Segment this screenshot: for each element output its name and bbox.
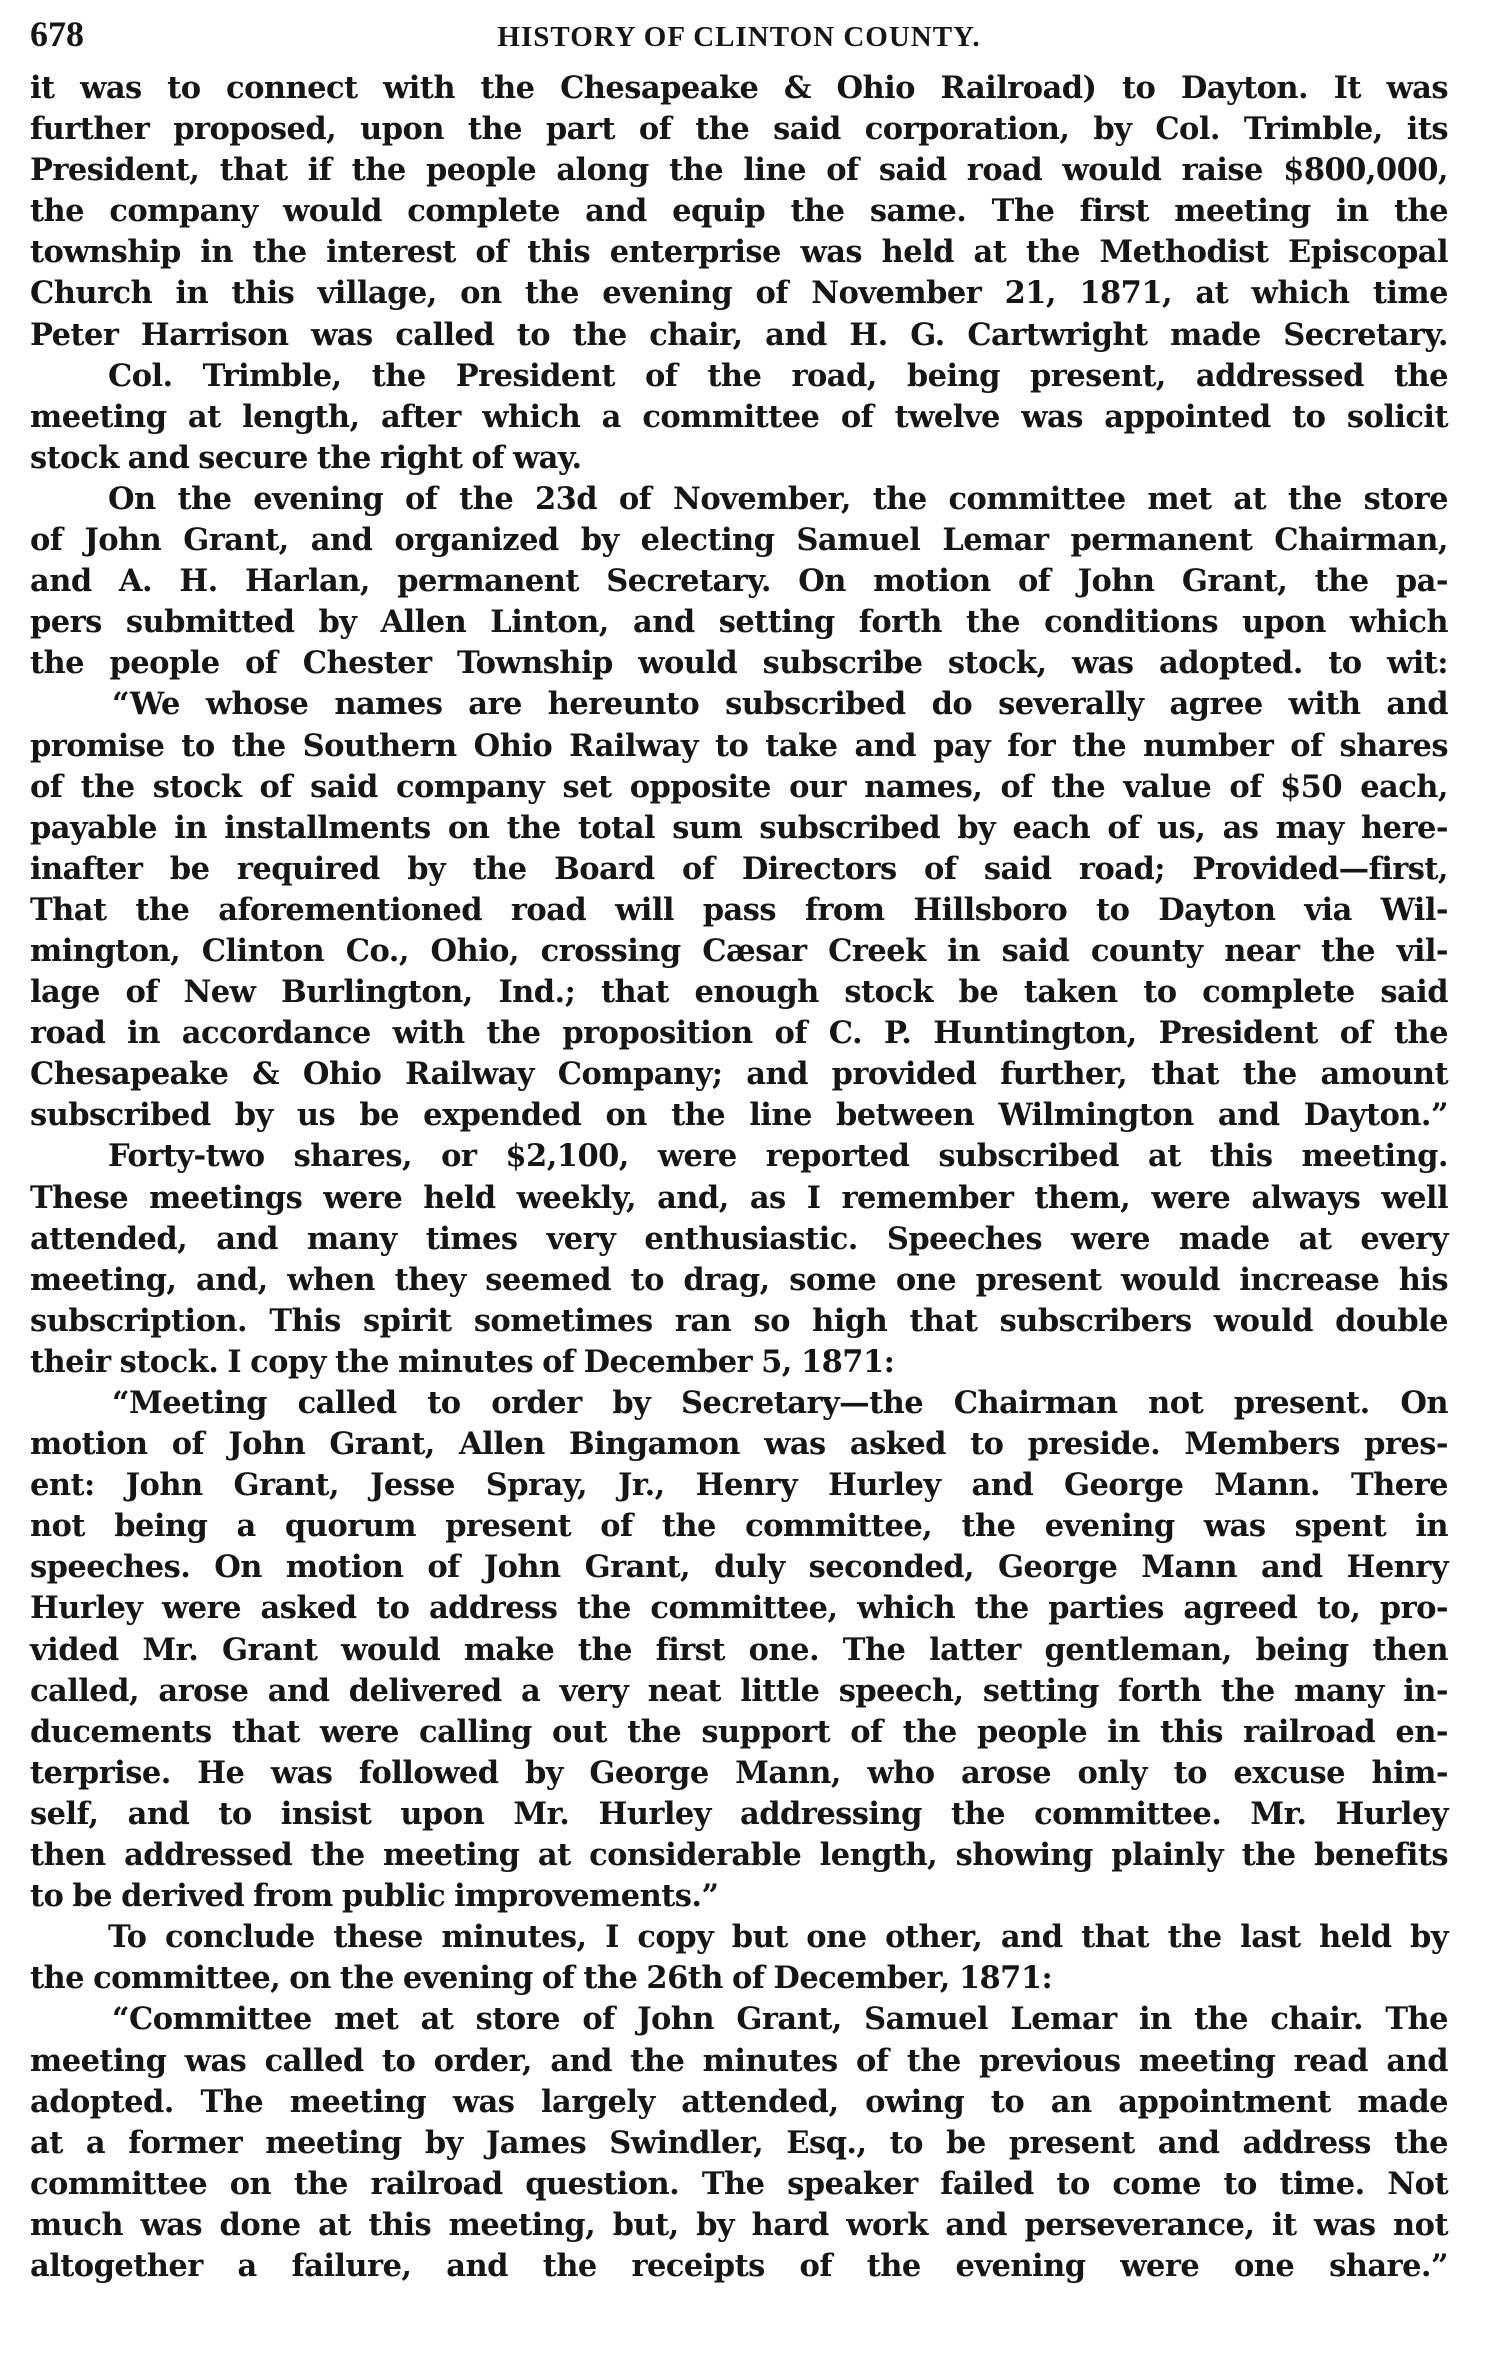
text-line: payable in installments on the total sum subscribed by each of us, as may here- — [30, 809, 1448, 846]
text-line: much was done at this meeting, but, by hard work and perseverance, it was not — [30, 2206, 1448, 2243]
text-line: These meetings were held weekly, and, as I remember them, were always well — [30, 1179, 1448, 1216]
text-line: “We whose names are hereunto subscribed do severally agree with and — [112, 686, 1448, 723]
text-line: terprise. He was followed by George Mann, who arose only to excuse him- — [30, 1754, 1448, 1791]
book-page — [30, 10, 1448, 2287]
text-line: promise to the Southern Ohio Railway to take and pay for the number of shares — [30, 727, 1448, 764]
text-line: vided Mr. Grant would make the first one. The latter gentleman, being then — [30, 1631, 1448, 1668]
text-line: their stock. I copy the minutes of December 5, 1871: — [30, 1343, 895, 1380]
page-number: 678 — [30, 14, 84, 54]
text-line: of John Grant, and organized by electing Samuel Lemar permanent Chairman, — [30, 522, 1448, 559]
text-line: stock and secure the right of way. — [30, 439, 582, 476]
text-line: to be derived from public improvements.” — [30, 1878, 719, 1915]
text-line: Forty-two shares, or $2,100, were reported subscribed at this meeting. — [108, 1138, 1448, 1175]
text-line: To conclude these minutes, I copy but one other, and that the last held by — [108, 1919, 1448, 1956]
running-title: HISTORY OF CLINTON COUNTY. — [497, 21, 981, 53]
text-line: called, arose and delivered a very neat little speech, setting forth the many in- — [30, 1672, 1448, 1709]
text-line: meeting at length, after which a committee of twelve was appointed to solicit — [30, 398, 1448, 435]
text-line: inafter be required by the Board of Directors of said road; Provided—first, — [30, 850, 1448, 887]
text-line: “Meeting called to order by Secretary—the Chairman not present. On — [112, 1385, 1448, 1421]
text-line: motion of John Grant, Allen Bingamon was asked to preside. Members pres- — [30, 1426, 1448, 1463]
text-line: pers submitted by Allen Linton, and setting forth the conditions upon which — [30, 604, 1448, 641]
text-line: meeting, and, when they seemed to drag, some one present would increase his — [30, 1261, 1448, 1298]
text-line: the committee, on the evening of the 26th of December, 1871: — [30, 1960, 1053, 1997]
text-line: not being a quorum present of the committee, the evening was spent in — [30, 1508, 1448, 1545]
text-line: township in the interest of this enterprise was held at the Methodist Episcopal — [30, 234, 1448, 271]
text-line: ent: John Grant, Jesse Spray, Jr., Henry Hurley and George Mann. There — [30, 1467, 1448, 1504]
text-line: self, and to insist upon Mr. Hurley addressing the committee. Mr. Hurley — [30, 1795, 1448, 1832]
text-line: at a former meeting by James Swindler, Esq., to be present and address the — [30, 2124, 1448, 2161]
text-line: subscribed by us be expended on the line between Wilmington and Dayton.” — [30, 1097, 1448, 1134]
text-line: Col. Trimble, the President of the road, being present, addressed the — [108, 357, 1448, 394]
text-line: Chesapeake & Ohio Railway Company; and provided further, that the amount — [30, 1056, 1448, 1093]
text-line: the company would complete and equip the same. The first meeting in the — [30, 193, 1448, 230]
text-line: road in accordance with the proposition of C. P. Huntington, President of the — [30, 1015, 1448, 1052]
text-line: the people of Chester Township would subscribe stock, was adopted. to wit: — [30, 645, 1448, 682]
text-line: it was to connect with the Chesapeake & Ohio Railroad) to Dayton. It was — [30, 70, 1448, 106]
body-text — [30, 68, 1448, 2287]
text-line: That the aforementioned road will pass from Hillsboro to Dayton via Wil- — [30, 891, 1448, 928]
text-line: attended, and many times very enthusiastic. Speeches were made at every — [30, 1220, 1448, 1257]
text-line: altogether a failure, and the receipts of the evening were one share.” — [30, 2247, 1448, 2284]
text-line: meeting was called to order, and the minutes of the previous meeting read and — [30, 2042, 1448, 2079]
text-line: and A. H. Harlan, permanent Secretary. On motion of John Grant, the pa- — [30, 563, 1448, 600]
text-line: committee on the railroad question. The speaker failed to come to time. Not — [30, 2165, 1448, 2202]
text-line: further proposed, upon the part of the said corporation, by Col. Trimble, its — [30, 111, 1448, 148]
text-line: On the evening of the 23d of November, the committee met at the store — [108, 480, 1448, 517]
text-line: “Committee met at store of John Grant, Samuel Lemar in the chair. The — [112, 2001, 1448, 2038]
text-line: subscription. This spirit sometimes ran so high that subscribers would double — [30, 1302, 1448, 1339]
text-line: Church in this village, on the evening of November 21, 1871, at which time — [30, 275, 1448, 312]
text-line: adopted. The meeting was largely attended, owing to an appointment made — [30, 2083, 1448, 2120]
text-line: speeches. On motion of John Grant, duly seconded, George Mann and Henry — [30, 1549, 1448, 1586]
text-line: then addressed the meeting at considerable length, showing plainly the benefits — [30, 1837, 1448, 1874]
text-line: lage of New Burlington, Ind.; that enough stock be taken to complete said — [30, 974, 1448, 1011]
text-line: Peter Harrison was called to the chair, and H. G. Cartwright made Secretary. — [30, 316, 1448, 353]
text-line: of the stock of said company set opposite our names, of the value of $50 each, — [30, 768, 1448, 805]
text-line: President, that if the people along the line of said road would raise $800,000, — [30, 152, 1448, 189]
text-line: Hurley were asked to address the committee, which the parties agreed to, pro- — [30, 1590, 1448, 1627]
page-header — [30, 10, 1448, 62]
text-line: mington, Clinton Co., Ohio, crossing Cæsar Creek in said county near the vil- — [30, 932, 1448, 969]
text-line: ducements that were calling out the support of the people in this railroad en- — [30, 1713, 1448, 1750]
